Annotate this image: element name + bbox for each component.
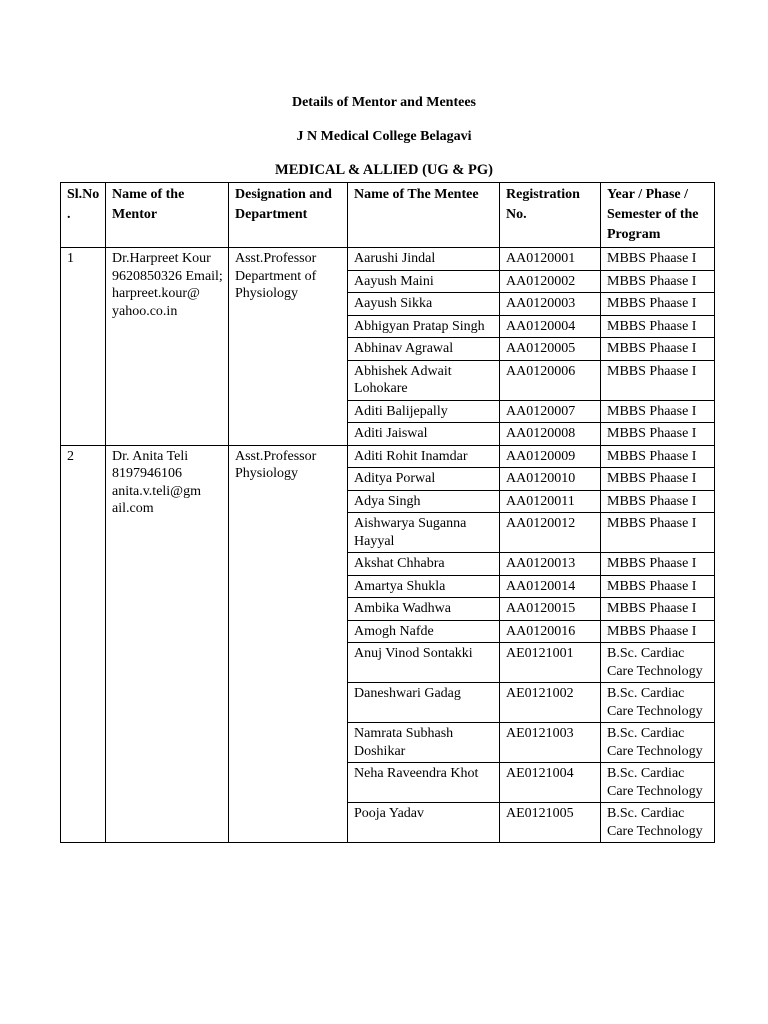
mentee-name-cell: Aayush Sikka [348, 293, 500, 316]
header-mentee: Name of The Mentee [348, 183, 500, 248]
year-cell: B.Sc. Cardiac Care Technology [601, 803, 715, 843]
sl-no-cell: 2 [61, 445, 106, 843]
year-cell: MBBS Phaase I [601, 575, 715, 598]
mentee-name-cell: Daneshwari Gadag [348, 683, 500, 723]
year-cell: MBBS Phaase I [601, 293, 715, 316]
year-cell: MBBS Phaase I [601, 270, 715, 293]
header-mentor: Name of the Mentor [106, 183, 229, 248]
year-cell: MBBS Phaase I [601, 423, 715, 446]
mentee-name-cell: Abhinav Agrawal [348, 338, 500, 361]
mentee-name-cell: Aayush Maini [348, 270, 500, 293]
year-cell: MBBS Phaase I [601, 490, 715, 513]
registration-cell: AA0120003 [500, 293, 601, 316]
table-header-row [61, 183, 715, 248]
year-cell: MBBS Phaase I [601, 248, 715, 271]
registration-cell: AA0120008 [500, 423, 601, 446]
year-cell: MBBS Phaase I [601, 445, 715, 468]
registration-cell: AA0120004 [500, 315, 601, 338]
header-year: Year / Phase / Semester of the Program [601, 183, 715, 248]
designation-cell: Asst.Professor Physiology [229, 445, 348, 843]
document-title: Details of Mentor and Mentees [291, 95, 477, 110]
registration-cell: AE0121005 [500, 803, 601, 843]
year-cell: MBBS Phaase I [601, 620, 715, 643]
mentee-name-cell: Pooja Yadav [348, 803, 500, 843]
sl-no-cell: 1 [61, 248, 106, 446]
year-cell: B.Sc. Cardiac Care Technology [601, 683, 715, 723]
year-cell: MBBS Phaase I [601, 338, 715, 361]
header-registration: Registration No. [500, 183, 601, 248]
registration-cell: AA0120005 [500, 338, 601, 361]
mentee-name-cell: Aarushi Jindal [348, 248, 500, 271]
table-row [61, 248, 715, 271]
registration-cell: AE0121002 [500, 683, 601, 723]
registration-cell: AE0121003 [500, 723, 601, 763]
mentee-name-cell: Amartya Shukla [348, 575, 500, 598]
mentee-name-cell: Neha Raveendra Khot [348, 763, 500, 803]
year-cell: B.Sc. Cardiac Care Technology [601, 763, 715, 803]
mentee-name-cell: Akshat Chhabra [348, 553, 500, 576]
mentor-mentee-table [60, 182, 715, 843]
registration-cell: AA0120009 [500, 445, 601, 468]
mentee-name-cell: Adya Singh [348, 490, 500, 513]
program-category: MEDICAL & ALLIED (UG & PG) [275, 162, 493, 178]
registration-cell: AA0120015 [500, 598, 601, 621]
mentee-name-cell: Ambika Wadhwa [348, 598, 500, 621]
registration-cell: AA0120007 [500, 400, 601, 423]
mentee-name-cell: Aditi Balijepally [348, 400, 500, 423]
mentee-name-cell: Aditi Jaiswal [348, 423, 500, 446]
year-cell: B.Sc. Cardiac Care Technology [601, 643, 715, 683]
college-name: J N Medical College Belagavi [296, 129, 472, 144]
registration-cell: AA0120002 [500, 270, 601, 293]
table-body [61, 248, 715, 843]
registration-cell: AE0121001 [500, 643, 601, 683]
table-row [61, 445, 715, 468]
mentor-cell: Dr.Harpreet Kour 9620850326 Email; harpreet.kour@ yahoo.co.in [106, 248, 229, 446]
year-cell: MBBS Phaase I [601, 400, 715, 423]
registration-cell: AA0120010 [500, 468, 601, 491]
header-designation: Designation and Department [229, 183, 348, 248]
mentee-name-cell: Anuj Vinod Sontakki [348, 643, 500, 683]
header-sl-no: Sl.No. [61, 183, 106, 248]
year-cell: MBBS Phaase I [601, 468, 715, 491]
mentee-name-cell: Abhigyan Pratap Singh [348, 315, 500, 338]
year-cell: MBBS Phaase I [601, 553, 715, 576]
year-cell: MBBS Phaase I [601, 513, 715, 553]
mentee-name-cell: Aishwarya Suganna Hayyal [348, 513, 500, 553]
year-cell: MBBS Phaase I [601, 360, 715, 400]
registration-cell: AA0120014 [500, 575, 601, 598]
mentor-cell: Dr. Anita Teli 8197946106 anita.v.teli@gm ail.com [106, 445, 229, 843]
registration-cell: AA0120016 [500, 620, 601, 643]
registration-cell: AA0120001 [500, 248, 601, 271]
registration-cell: AA0120011 [500, 490, 601, 513]
year-cell: B.Sc. Cardiac Care Technology [601, 723, 715, 763]
registration-cell: AA0120013 [500, 553, 601, 576]
mentee-name-cell: Abhishek Adwait Lohokare [348, 360, 500, 400]
mentee-name-cell: Aditi Rohit Inamdar [348, 445, 500, 468]
mentee-name-cell: Amogh Nafde [348, 620, 500, 643]
mentee-name-cell: Namrata Subhash Doshikar [348, 723, 500, 763]
year-cell: MBBS Phaase I [601, 315, 715, 338]
registration-cell: AA0120006 [500, 360, 601, 400]
year-cell: MBBS Phaase I [601, 598, 715, 621]
designation-cell: Asst.Professor Department of Physiology [229, 248, 348, 446]
registration-cell: AE0121004 [500, 763, 601, 803]
mentee-name-cell: Aditya Porwal [348, 468, 500, 491]
registration-cell: AA0120012 [500, 513, 601, 553]
